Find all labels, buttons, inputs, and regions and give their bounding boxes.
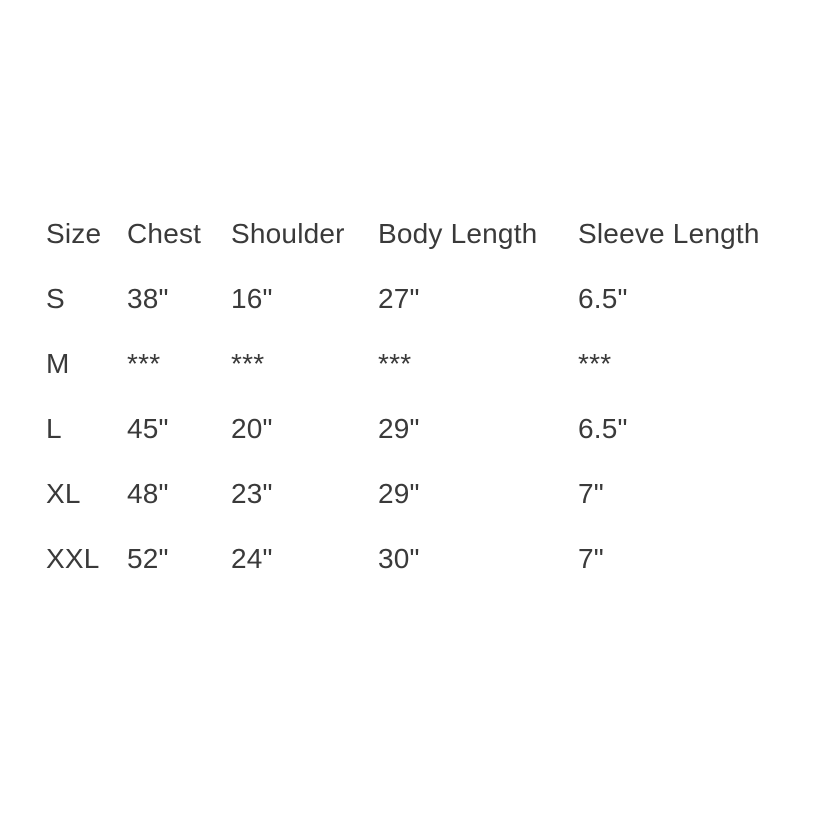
header-shoulder: Shoulder <box>231 217 345 249</box>
cell-body-length: 29" <box>378 412 420 444</box>
cell-shoulder: 20" <box>231 412 273 444</box>
cell-sleeve-length: 7" <box>578 477 604 509</box>
cell-body-length: 30" <box>378 542 420 574</box>
cell-chest: 38" <box>127 282 169 314</box>
cell-chest: 45" <box>127 412 169 444</box>
cell-size: XL <box>46 477 81 509</box>
header-sleeve-length: Sleeve Length <box>578 217 760 249</box>
cell-size: L <box>46 412 62 444</box>
header-size: Size <box>46 217 102 249</box>
cell-size: M <box>46 347 70 379</box>
table-row-xl <box>46 461 814 526</box>
header-body-length: Body Length <box>378 217 538 249</box>
header-row <box>46 201 814 266</box>
cell-body-length: *** <box>378 347 412 379</box>
header-chest: Chest <box>127 217 202 249</box>
cell-shoulder: 16" <box>231 282 273 314</box>
cell-chest: 48" <box>127 477 169 509</box>
size-chart <box>46 201 814 591</box>
table-row-s <box>46 266 814 331</box>
size-chart-table <box>46 201 814 591</box>
cell-sleeve-length: *** <box>578 347 612 379</box>
table-row-l <box>46 396 814 461</box>
cell-shoulder: 24" <box>231 542 273 574</box>
table-row-xxl <box>46 526 814 591</box>
cell-shoulder: 23" <box>231 477 273 509</box>
cell-chest: *** <box>127 347 161 379</box>
cell-size: S <box>46 282 65 314</box>
cell-body-length: 29" <box>378 477 420 509</box>
cell-chest: 52" <box>127 542 169 574</box>
cell-shoulder: *** <box>231 347 265 379</box>
cell-sleeve-length: 6.5" <box>578 412 628 444</box>
cell-sleeve-length: 6.5" <box>578 282 628 314</box>
table-row-m <box>46 331 814 396</box>
cell-sleeve-length: 7" <box>578 542 604 574</box>
cell-size: XXL <box>46 542 100 574</box>
cell-body-length: 27" <box>378 282 420 314</box>
